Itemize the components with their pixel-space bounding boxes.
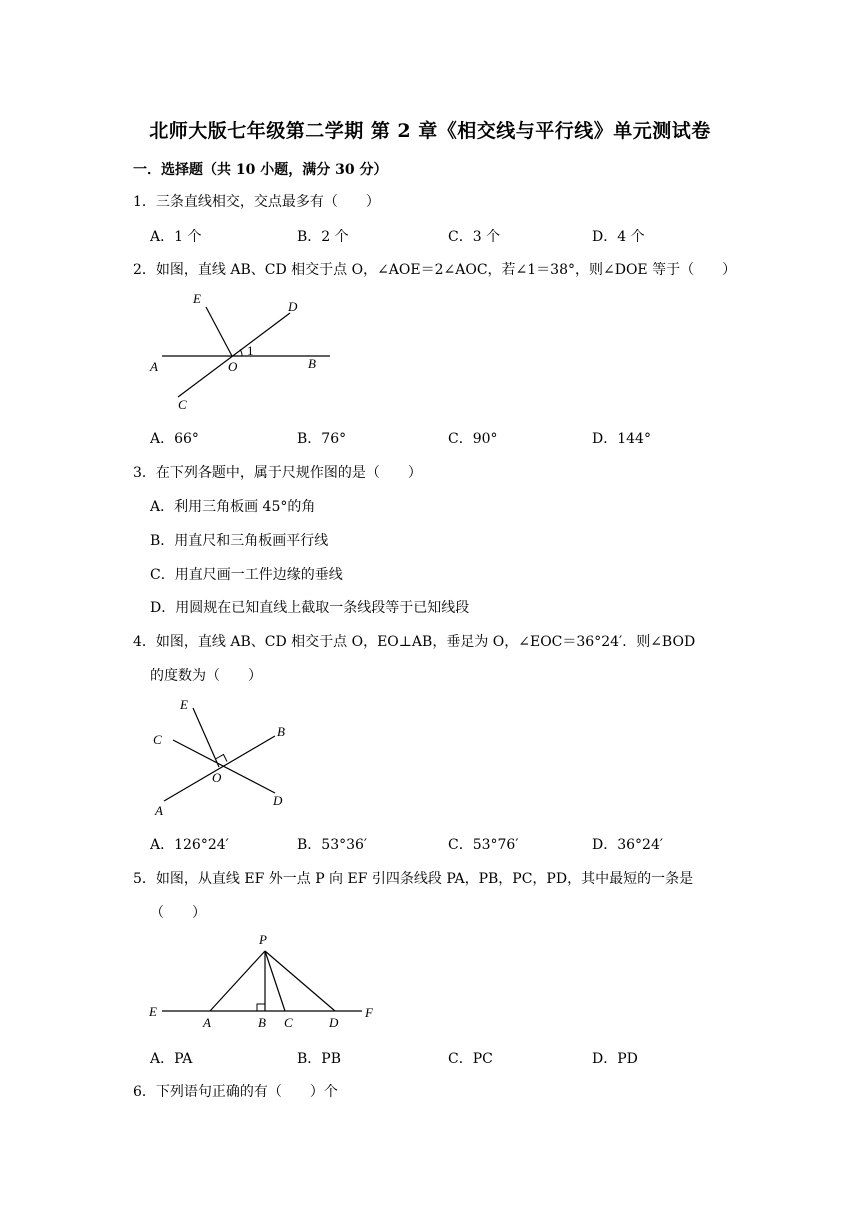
q3-option-b: B．用直尺和三角板画平行线 (150, 533, 329, 549)
q1-option-b: B．2 个 (297, 229, 349, 245)
q4-label-e: E (180, 697, 188, 712)
q5-label-a: A (203, 1015, 211, 1030)
q1-option-d: D．4 个 (592, 229, 645, 245)
q5-option-a: A．PA (150, 1051, 193, 1067)
q5-label-b: B (258, 1015, 266, 1030)
q1-option-c: C．3 个 (448, 229, 501, 245)
question-4-stem-cont: 的度数为（ ） (150, 668, 262, 684)
q4-label-b: B (277, 724, 285, 739)
question-1-stem: 1．三条直线相交，交点最多有（ ） (133, 194, 380, 210)
q2-label-a: A (150, 359, 158, 374)
q2-option-b: B．76° (297, 431, 347, 447)
q5-label-e: E (149, 1004, 157, 1019)
q5-label-c: C (284, 1015, 293, 1030)
q2-label-c: C (178, 397, 187, 412)
question-5-stem: 5．如图，从直线 EF 外一点 P 向 EF 引四条线段 PA，PB，PC，PD，其中最短的一条是 (133, 871, 694, 887)
question-2-stem: 2．如图，直线 AB、CD 相交于点 O，∠AOE＝2∠AOC，若∠1＝38°，则∠DOE 等于（ ） (133, 262, 737, 278)
question-3-stem: 3．在下列各题中，属于尺规作图的是（ ） (133, 465, 422, 481)
q5-option-b: B．PB (297, 1051, 341, 1067)
document-title: 北师大版七年级第二学期 第 2 章《相交线与平行线》单元测试卷 (149, 120, 711, 142)
question-4-stem: 4．如图，直线 AB、CD 相交于点 O，EO⊥AB，垂足为 O，∠EOC＝36°24′．则∠BOD (133, 634, 696, 650)
q2-label-b: B (308, 356, 316, 371)
q4-figure (140, 693, 310, 821)
q5-option-d: D．PD (592, 1051, 638, 1067)
q2-label-e: E (193, 291, 201, 306)
question-5-stem-cont: （ ） (150, 905, 206, 921)
q5-option-c: C．PC (448, 1051, 493, 1067)
q4-option-a: A．126°24′ (150, 837, 229, 853)
q2-figure (140, 285, 340, 415)
q4-label-c: C (153, 732, 162, 747)
q5-figure (140, 928, 390, 1033)
q2-label-1: 1 (247, 343, 254, 358)
question-6-stem: 6．下列语句正确的有（ ）个 (133, 1084, 338, 1100)
q5-label-f: F (365, 1005, 373, 1020)
q5-label-d: D (329, 1015, 339, 1030)
q5-label-p: P (259, 932, 267, 947)
q1-option-a: A．1 个 (150, 229, 202, 245)
q4-label-o: O (212, 770, 222, 785)
q2-label-d: D (288, 299, 298, 314)
q4-label-a: A (155, 803, 163, 818)
q2-option-c: C．90° (448, 431, 498, 447)
q3-option-c: C．用直尺画一工件边缘的垂线 (150, 567, 343, 583)
q2-option-a: A．66° (150, 431, 199, 447)
q3-option-d: D．用圆规在已知直线上截取一条线段等于已知线段 (150, 600, 470, 616)
q4-option-b: B．53°36′ (297, 837, 368, 853)
q4-option-d: D．36°24′ (592, 837, 664, 853)
q4-option-c: C．53°76′ (448, 837, 519, 853)
q3-option-a: A．利用三角板画 45°的角 (150, 499, 316, 515)
q2-label-o: O (228, 359, 238, 374)
section-heading: 一．选择题（共 10 小题，满分 30 分） (133, 162, 388, 178)
q4-label-d: D (273, 793, 283, 808)
q2-option-d: D．144° (592, 431, 651, 447)
